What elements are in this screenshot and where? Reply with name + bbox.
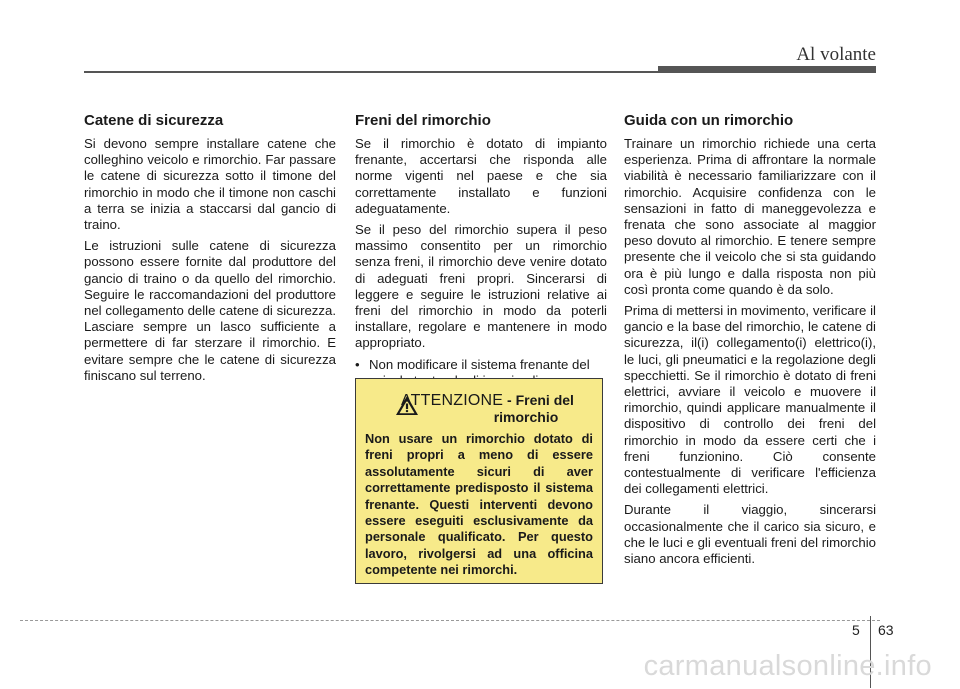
warning-body: Non usare un rimorchio dotato di freni propri a meno di essere assolutamente sicuri di aver correttamente predisposto il sistema frenante. Questi interventi devono essere eseguiti esclusivamente da personale qualificato. Per questo lavoro, rivolgersi ad una officina competente nei rimorchi. — [365, 431, 593, 578]
header-rule-accent — [658, 66, 876, 73]
column-left — [84, 108, 336, 389]
paragraph: Se il rimorchio è dotato di impianto frenante, accertarsi che risponda alle norme vigenti nel paese e che sia correttamente installato e funzioni adeguatamente. — [355, 136, 607, 216]
column-right — [624, 108, 876, 572]
paragraph: Le istruzioni sulle catene di sicurezza possono essere fornite dal produttore del gancio di traino o da quello del rimorchio. Seguire le raccomandazioni del produttore nel collegamento delle catene di sicurezza. Lasciare sempre un lasco sufficiente a permettere di far sterzare il rimorchio. E evitare sempre che le catene di sicurezza finiscano sul terreno. — [84, 238, 336, 383]
header-rule — [84, 71, 664, 73]
watermark: carmanualsonline.info — [643, 650, 932, 682]
paragraph: Se il peso del rimorchio supera il peso massimo consentito per un rimorchio senza freni, il rimorchio deve venire dotato di adeguati freni propri. Sincerarsi di leggere e seguire le istruzioni relative ai freni del rimorchio in modo da poterli installare, regolare e mantenere in modo appropriato. — [355, 222, 607, 351]
paragraph: Durante il viaggio, sincerarsi occasionalmente che il carico sia sicuro, e che le luci e gli eventuali freni del rimorchio siano ancora efficienti. — [624, 502, 876, 567]
column-middle — [355, 108, 607, 389]
warning-box — [355, 378, 603, 584]
warning-title-part2: rimorchio — [493, 409, 559, 425]
warning-header — [365, 387, 593, 427]
bullet-text: Non modificare il sistema frenante del — [369, 356, 590, 372]
page-number: 63 — [878, 622, 894, 638]
section-heading-trailer-brakes: Freni del rimorchio — [355, 112, 491, 129]
page-header-title: Al volante — [796, 44, 876, 65]
section-heading-towing: Guida con un rimorchio — [624, 112, 794, 129]
warning-title-part1: - Freni del — [507, 392, 574, 408]
chapter-number: 5 — [852, 622, 860, 638]
footer-rule — [20, 620, 880, 621]
bullet-icon: • — [355, 356, 360, 372]
paragraph: Trainare un rimorchio richiede una certa esperienza. Prima di affrontare la normale viabilità è necessario familiarizzare con il rimorchio. Acquisire confidenza con le sensazioni in fatto di maneggevolezza e frenata che sono associate al maggior peso dovuto al rimorchio. E tenere sempre presente che il veicolo che si sta guidando ora è più lungo e dalla risposta non più così pronta come quando è da solo. — [624, 136, 876, 297]
warning-label: ATTENZIONE — [401, 392, 504, 409]
section-heading-safety-chains: Catene di sicurezza — [84, 112, 224, 129]
warning-title — [401, 392, 591, 426]
paragraph: Prima di mettersi in movimento, verificare il gancio e la base del rimorchio, le catene di sicurezza, il(i) collegamento(i) elettrico(i), le luci, gli pneumatici e la regolazione degli specchietti. Se il rimorchio è dotato di freni elettrici, avviare il veicolo e muovere il rimorchio, quindi applicare manualmente il dispositivo di controllo dei freni del rimorchio in modo da essere certi che i freni funzionino. Ciò consente contestualmente di verificare l'efficienza dei collegamenti elettrici. — [624, 303, 876, 497]
paragraph: Si devono sempre installare catene che colleghino veicolo e rimorchio. Far passare le catene di sicurezza sotto il timone del rimorchio in modo che il timone non caschi a terra se inizia a staccarsi dal gancio di traino. — [84, 136, 336, 233]
